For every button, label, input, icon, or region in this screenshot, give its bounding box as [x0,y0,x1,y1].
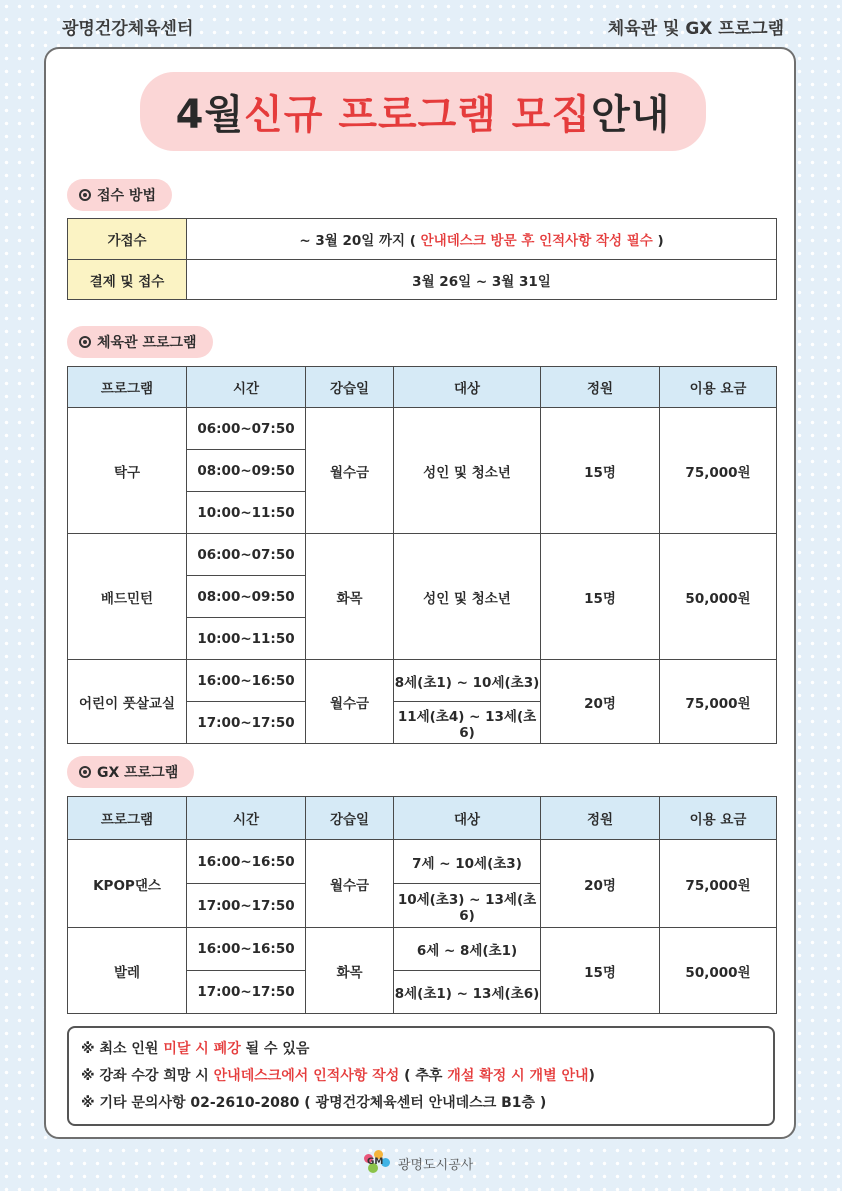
bullet-icon [79,189,91,201]
class-days: 화목 [306,928,394,1014]
reception-table [67,218,777,300]
section-reception-label: 접수 방법 [97,188,156,204]
time-slot: 17:00~17:50 [187,971,306,1014]
note-text: ) [588,1068,595,1084]
note-line [81,1063,761,1090]
section-gx-label: GX 프로그램 [97,765,179,781]
gm-logo-icon [362,1150,392,1176]
column-header: 이용 요금 [660,367,777,408]
target-group: 6세 ~ 8세(초1) [394,928,541,971]
note-red-text: 안내데스크에서 인적사항 작성 [213,1068,400,1084]
program-name: 탁구 [68,408,187,534]
footer [362,1150,473,1176]
class-days: 월수금 [306,408,394,534]
table-row [68,660,777,702]
target-group: 성인 및 청소년 [394,408,541,534]
table-row [68,840,777,884]
note-text: 될 수 있음 [240,1041,310,1057]
notice-card [44,47,796,1139]
time-slot: 10:00~11:50 [187,618,306,660]
bullet-icon [79,766,91,778]
class-days: 월수금 [306,840,394,928]
time-slot: 16:00~16:50 [187,840,306,884]
fee: 75,000원 [660,408,777,534]
target-group: 성인 및 청소년 [394,534,541,660]
note-red-text: 개설 확정 시 개별 안내 [447,1068,589,1084]
column-header: 시간 [187,797,306,840]
capacity: 15명 [541,534,660,660]
time-slot: 16:00~16:50 [187,660,306,702]
column-header: 시간 [187,367,306,408]
column-header: 대상 [394,367,541,408]
fee: 75,000원 [660,840,777,928]
title-part2: 안내 [591,92,671,138]
time-slot: 08:00~09:50 [187,576,306,618]
capacity: 15명 [541,408,660,534]
note-text: ( 추후 [399,1068,448,1084]
fee: 50,000원 [660,534,777,660]
column-header: 정원 [541,367,660,408]
table-row [68,408,777,450]
logo-text: GM [367,1157,384,1167]
time-slot: 10:00~11:50 [187,492,306,534]
note-text: ※ 강좌 수강 희망 시 [81,1068,214,1084]
section-gym [67,326,213,358]
column-header: 강습일 [306,797,394,840]
column-header: 정원 [541,797,660,840]
title-part1: 4월 [175,92,245,138]
notes-box [67,1026,775,1126]
table-row [68,260,777,300]
time-slot: 17:00~17:50 [187,702,306,744]
gx-table [67,796,777,1014]
title-highlight: 신규 프로그램 모집 [244,92,592,138]
section-gx [67,756,194,788]
reception-value-text: ~ 3월 20일 까지 ( [299,233,421,249]
capacity: 15명 [541,928,660,1014]
fee: 75,000원 [660,660,777,744]
page-title [140,72,706,151]
target-group: 8세(초1) ~ 10세(초3) [394,660,541,702]
footer-name: 광명도시공사 [398,1157,474,1173]
target-group: 7세 ~ 10세(초3) [394,840,541,884]
column-header: 프로그램 [68,367,187,408]
reception-value [187,219,777,260]
org-name: 광명건강체육센터 [62,19,194,39]
target-group: 8세(초1) ~ 13세(초6) [394,971,541,1014]
program-name: 발레 [68,928,187,1014]
time-slot: 08:00~09:50 [187,450,306,492]
target-group: 11세(초4) ~ 13세(초6) [394,702,541,744]
table-header-row [68,797,777,840]
reception-value: 3월 26일 ~ 3월 31일 [187,260,777,300]
fee: 50,000원 [660,928,777,1014]
note-line [81,1036,761,1063]
note-text: ※ 최소 인원 [81,1041,164,1057]
capacity: 20명 [541,660,660,744]
table-row [68,219,777,260]
note-line [81,1090,761,1117]
table-row [68,534,777,576]
section-gym-label: 체육관 프로그램 [97,335,197,351]
capacity: 20명 [541,840,660,928]
reception-value-text: ) [652,233,664,249]
program-name: 배드민턴 [68,534,187,660]
column-header: 프로그램 [68,797,187,840]
program-name: KPOP댄스 [68,840,187,928]
table-row [68,928,777,971]
gym-table [67,366,777,744]
target-group: 10세(초3) ~ 13세(초6) [394,884,541,928]
column-header: 강습일 [306,367,394,408]
note-red-text: 미달 시 폐강 [163,1041,241,1057]
time-slot: 06:00~07:50 [187,534,306,576]
program-name: 어린이 풋살교실 [68,660,187,744]
bullet-icon [79,336,91,348]
class-days: 화목 [306,534,394,660]
reception-label: 결제 및 접수 [68,260,187,300]
column-header: 대상 [394,797,541,840]
column-header: 이용 요금 [660,797,777,840]
reception-label: 가접수 [68,219,187,260]
category-label: 체육관 및 GX 프로그램 [607,19,784,39]
note-text: ※ 기타 문의사항 02-2610-2080 ( 광명건강체육센터 안내데스크 B1층 ) [81,1095,547,1111]
time-slot: 06:00~07:50 [187,408,306,450]
section-reception [67,179,172,211]
reception-value-red: 안내데스크 방문 후 인적사항 작성 필수 [420,233,653,249]
table-header-row [68,367,777,408]
time-slot: 17:00~17:50 [187,884,306,928]
class-days: 월수금 [306,660,394,744]
time-slot: 16:00~16:50 [187,928,306,971]
